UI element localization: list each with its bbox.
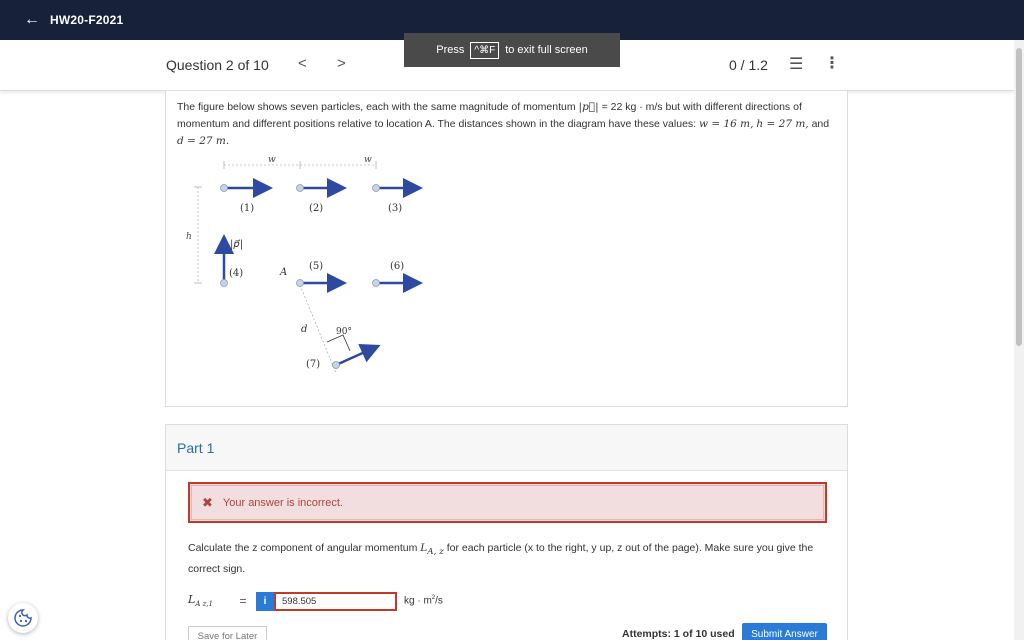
problem-text-2: = 22 kg · m/s but with different directions of momentum and different positions relative to location A. The distances shown in the diagram have these values:	[177, 101, 802, 130]
question-counter: Question 2 of 10	[166, 57, 269, 73]
arrow-left-icon: ←	[24, 11, 40, 28]
part-instructions	[188, 540, 828, 578]
particle-label-2: (2)	[309, 203, 324, 214]
location-a-label: A	[280, 267, 288, 278]
more-vertical-icon[interactable]: ⋮	[824, 55, 840, 72]
w-label-1: w	[268, 155, 276, 165]
question-card	[165, 91, 848, 407]
particle-3-dot	[373, 185, 380, 192]
next-question-button[interactable]: >	[337, 55, 346, 72]
particle-label-3: (3)	[388, 203, 403, 214]
particle-5-dot	[297, 280, 304, 287]
incorrect-alert	[188, 482, 827, 523]
instr-text-1: Calculate the z component of angular momentum	[188, 542, 418, 554]
fullscreen-key: ^⌘F	[470, 42, 499, 59]
cookie-icon[interactable]	[8, 603, 38, 633]
attempts-counter: Attempts: 1 of 10 used	[622, 628, 735, 640]
instr-text-2: for each particle (x to the right, y up, z out of the page). Make sure you give the correct sign.	[188, 542, 814, 576]
particle-1-dot	[221, 185, 228, 192]
particle-2-dot	[297, 185, 304, 192]
particle-6-dot	[373, 280, 380, 287]
previous-question-button[interactable]: <	[298, 55, 307, 72]
problem-statement	[177, 99, 837, 150]
unit-base: kg · m	[404, 595, 432, 607]
back-link[interactable]	[24, 12, 123, 28]
question-score: 0 / 1.2	[729, 57, 768, 73]
scrollbar-thumb[interactable]	[1016, 48, 1022, 346]
fullscreen-banner	[404, 33, 620, 67]
instr-l-symbol: L	[420, 542, 428, 554]
alert-text: Your answer is incorrect.	[222, 496, 343, 509]
answer-l: L	[188, 593, 196, 607]
particle-label-1: (1)	[240, 203, 255, 214]
particle-label-4: (4)	[229, 268, 244, 279]
submit-answer-button[interactable]: Submit Answer	[742, 623, 827, 640]
d-label: d	[301, 324, 308, 335]
problem-text-1: The figure below shows seven particles, each with the same magnitude of momentum	[177, 101, 576, 113]
w-label-2: w	[364, 155, 372, 165]
instr-l-sub: A, z	[427, 547, 444, 558]
particle-label-5: (5)	[309, 261, 324, 272]
h-value: h = 27 m,	[756, 118, 809, 130]
h-label: h	[186, 232, 192, 242]
unit-tail: /s	[435, 595, 443, 607]
equals-sign: =	[239, 594, 247, 608]
answer-row	[188, 590, 443, 612]
info-button[interactable]: i	[256, 592, 274, 611]
particle-diagram	[176, 149, 436, 379]
close-icon: ✖	[202, 494, 213, 510]
particle-7-dot	[333, 362, 340, 369]
fullscreen-rest: to exit full screen	[505, 44, 588, 56]
part-header[interactable]	[166, 425, 847, 471]
w-value: w = 16 m,	[699, 118, 754, 130]
part-title: Part 1	[177, 439, 215, 456]
particle-label-7: (7)	[306, 359, 321, 370]
save-for-later-button[interactable]: Save for Later	[188, 626, 267, 640]
assignment-title: HW20-F2021	[50, 13, 124, 27]
momentum-symbol: |p⃗|	[578, 101, 599, 113]
answer-sub: A z,1	[195, 600, 213, 609]
unit-exp: 2	[431, 595, 436, 602]
answer-label	[188, 593, 230, 608]
d-value: d = 27 m.	[177, 135, 230, 147]
angle-label: 90°	[336, 327, 352, 337]
answer-unit	[404, 595, 443, 606]
answer-input[interactable]	[274, 592, 397, 611]
fullscreen-press: Press	[436, 44, 465, 56]
p-label: |p⃗|	[230, 239, 244, 250]
list-icon[interactable]: ☰	[789, 56, 804, 73]
and-text: and	[811, 118, 830, 130]
particle-4-dot	[221, 280, 228, 287]
particle-label-6: (6)	[390, 261, 405, 272]
part-1-panel	[165, 424, 848, 640]
